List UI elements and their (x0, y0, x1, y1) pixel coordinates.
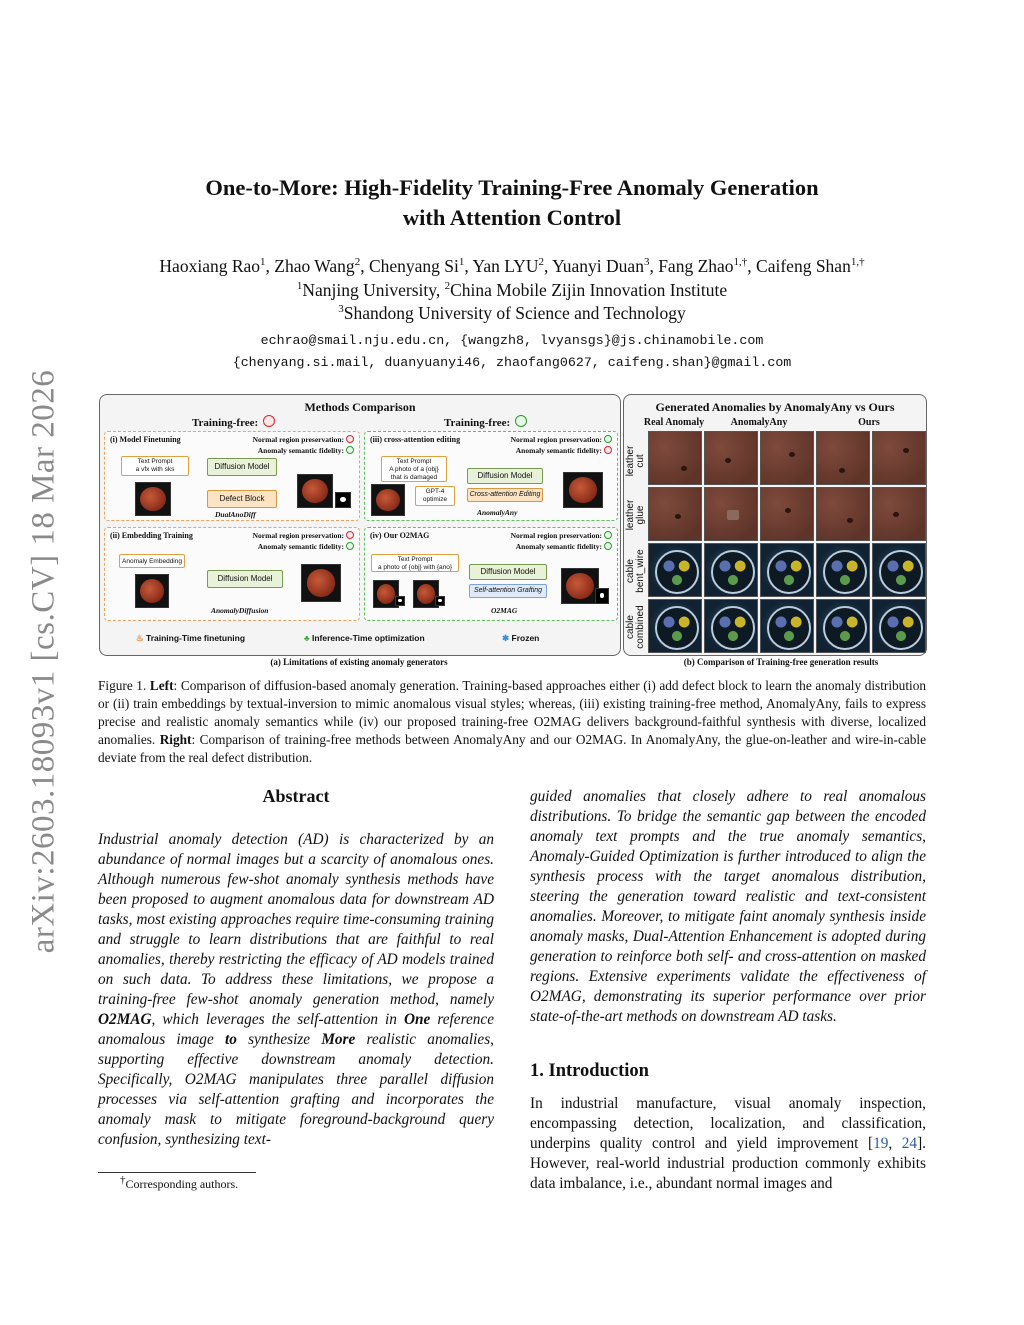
anomaly-fidelity-status (258, 446, 354, 455)
abstract-segment: realistic anomalies, supporting effective downstream anomaly detection. Specifically, O2MAG manipulates three parallel diffusion processes via self-attention grafting and incorporates the anomaly mask to mitigate foreground-background query confusion, synthesizing text- (98, 1031, 494, 1148)
sad-face-icon (604, 446, 612, 454)
diffusion-model-box: Diffusion Model (469, 564, 547, 580)
abstract-segment: , which leverages the self-attention in (151, 1011, 404, 1028)
method-name: AnomalyAny (477, 508, 518, 517)
footnote (120, 1174, 239, 1192)
author: Caifeng Shan (756, 256, 851, 276)
normal-preservation-label: Normal region preservation: (252, 435, 344, 444)
normal-preservation-label: Normal region preservation: (510, 531, 602, 540)
author: Yan LYU (472, 256, 539, 276)
output-apple-image (297, 474, 333, 508)
legend-frozen (502, 633, 539, 644)
anomaly-fidelity-label: Anomaly semantic fidelity: (515, 542, 602, 551)
happy-face-icon (604, 531, 612, 539)
output-apple-image (561, 568, 599, 604)
panel-our-o2mag (364, 527, 618, 621)
panel-embedding-training (104, 527, 360, 621)
training-free-bad-text: Training-free: (192, 417, 259, 429)
intro-segment: ]. However, real-world industrial production commonly exhibits data imbalance, i.e., abundant normal images and (530, 1135, 926, 1192)
target-mask-image (435, 596, 445, 606)
method-name: O2MAG (491, 606, 518, 615)
panel-title: (ii) Embedding Training (110, 531, 193, 540)
sad-face-icon (263, 415, 275, 427)
panel-title: (i) Model Finetuning (110, 435, 181, 444)
row-label-cable-combined (626, 603, 646, 651)
row-label-line: leather (625, 499, 636, 531)
text-prompt-box: Text Prompt A photo of a {obj} that is damaged (381, 456, 447, 482)
output-apple-image (563, 472, 603, 508)
row-label-line: cable (625, 615, 636, 639)
training-free-good-text: Training-free: (444, 417, 511, 429)
author-aff: 1 (458, 256, 465, 269)
author: Haoxiang Rao (159, 256, 261, 276)
tile-real-cable-combined (648, 599, 702, 653)
tile-real-leather-glue (648, 487, 702, 541)
figure-generated-anomalies (623, 394, 927, 656)
author-aff: 3 (643, 256, 650, 269)
happy-face-icon (604, 435, 612, 443)
affiliation-1: Nanjing University, (302, 279, 445, 300)
tile-anomalyany-cable-combined (760, 599, 814, 653)
self-attention-grafting-box: Self-attention Grafting (469, 584, 547, 598)
legend-label: Inference-Time optimization (311, 633, 425, 643)
row-label-line: combined (635, 605, 646, 649)
panel-model-finetuning (104, 431, 360, 521)
normal-preservation-status (511, 435, 612, 444)
tile-anomalyany-leather-glue (704, 487, 758, 541)
email-line-2: {chenyang.si.mail, duanyuanyi46, zhaofang0627, caifeng.shan}@gmail.com (232, 355, 792, 370)
authors-block (80, 255, 944, 326)
author: Chenyang Si (368, 256, 459, 276)
affiliation-3: Shandong University of Science and Technology (343, 303, 686, 323)
author-aff: 1 (260, 256, 266, 269)
row-label-line: leather (625, 445, 636, 477)
legend-label: Frozen (511, 633, 540, 643)
generated-anomalies-title: Generated Anomalies by AnomalyAny vs Ours (655, 400, 895, 414)
column-anomalyany: AnomalyAny (730, 417, 788, 428)
diffusion-model-box: Diffusion Model (207, 458, 277, 476)
training-free-good-label (444, 415, 527, 429)
intro-segment: , (888, 1135, 902, 1152)
affiliation-line-2: $^3$Shandong University of Science and Technology (338, 303, 686, 323)
author: Yuanyi Duan (552, 256, 644, 276)
author-aff: 1,† (850, 256, 865, 269)
caption-right-text: : Comparison of training-free methods between AnomalyAny and our O2MAG. In AnomalyAny, the glue-on-leather and wire-in-cable deviate from the real defect distribution. (98, 732, 926, 765)
snowflake-icon: ✱ (502, 633, 510, 643)
abstract-text-left (98, 830, 494, 1150)
email-line-1: echrao@smail.nju.edu.cn, {wangzh8, lvyansgs}@js.chinamobile.com (260, 333, 764, 348)
tile-anomalyany-leather-cut (760, 431, 814, 485)
figure-caption (98, 677, 926, 767)
cross-attention-editing-box: Cross-attention Editing (467, 488, 543, 502)
input-apple-image (135, 482, 171, 516)
emails-block (80, 330, 944, 374)
footnote-rule (98, 1172, 256, 1173)
abstract-bold: More (321, 1031, 356, 1048)
diffusion-model-box: Diffusion Model (207, 570, 283, 588)
happy-face-icon (515, 415, 527, 427)
author-aff: 2 (538, 256, 544, 269)
anomaly-fidelity-status (516, 542, 612, 551)
panel-title: (iv) Our O2MAG (370, 531, 430, 540)
training-free-bad-label (192, 415, 275, 429)
happy-face-icon (604, 542, 612, 550)
tile-ours-leather-cut (872, 431, 926, 485)
author-aff: 1,† (733, 256, 748, 269)
title-line-2: with Attention Control (402, 205, 622, 230)
tile-anomalyany-cable-bent-wire (760, 543, 814, 597)
text-prompt-box: Text Prompt a vfx with sks (121, 456, 189, 476)
panel-title: (iii) cross-attention editing (370, 435, 461, 444)
sad-face-icon (346, 531, 354, 539)
abstract-segment: synthesize (236, 1031, 322, 1048)
normal-preservation-status (253, 435, 354, 444)
output-mask-image (595, 588, 609, 604)
row-label-line: cut (635, 454, 646, 468)
happy-face-icon (346, 542, 354, 550)
tile-anomalyany-cable-bent-wire (704, 543, 758, 597)
method-name: AnomalyDiffusion (211, 606, 269, 615)
legend-label: Training-Time finetuning (146, 633, 246, 643)
caption-right-bold: Right (159, 732, 192, 747)
column-ours: Ours (858, 417, 880, 428)
diffusion-model-box: Diffusion Model (467, 468, 543, 484)
abstract-bold: to (224, 1031, 237, 1048)
happy-face-icon (346, 446, 354, 454)
sad-face-icon (346, 435, 354, 443)
tile-ours-cable-bent-wire (872, 543, 926, 597)
input-apple-image (135, 574, 169, 608)
footnote-mark: † (120, 1174, 126, 1186)
normal-preservation-label: Normal region preservation: (252, 531, 344, 540)
anomaly-fidelity-label: Anomaly semantic fidelity: (257, 542, 344, 551)
abstract-segment: reference anomalous image (98, 1011, 494, 1048)
tile-anomalyany-leather-glue (760, 487, 814, 541)
anomaly-fidelity-label: Anomaly semantic fidelity: (257, 446, 344, 455)
abstract-bold: One (403, 1011, 431, 1028)
author-aff: 2 (354, 256, 361, 269)
tile-ours-leather-glue (872, 487, 926, 541)
abstract-bold: O2MAG (98, 1011, 152, 1028)
introduction-text (530, 1094, 926, 1194)
tile-real-cable-bent-wire (648, 543, 702, 597)
anomaly-mask-image (335, 492, 351, 508)
citation-link[interactable]: 24 (901, 1135, 918, 1152)
author-list: Haoxiang Rao$^1$, Zhao Wang$^2$, Chenyang Si$^1$, Yan LYU$^2$, Yuanyi Duan$^3$, Fang Zhao$^{1,\dagger}$, Caifeng Shan$^{1,\dagger}$ (159, 256, 865, 276)
input-apple-image (371, 484, 405, 516)
legend-inference-time (304, 633, 425, 643)
tile-anomalyany-leather-cut (704, 431, 758, 485)
tile-anomalyany-cable-combined (704, 599, 758, 653)
row-label-leather-glue (626, 491, 646, 539)
figure-methods-comparison (99, 394, 621, 656)
abstract-segment: Industrial anomaly detection (AD) is characterized by an abundance of normal images but a scarcity of anomalous ones. Although numerous few-shot anomaly synthesis methods have been proposed to augment anomalous data for downstream AD tasks, most existing approaches require time-consuming training and struggle to learn distributions that are faithful to real anomalies, thereby restricting the efficacy of AD models trained on such data. To address these limitations, we propose a training-free few-shot anomaly generation method, namely (98, 831, 494, 1008)
anomaly-fidelity-status (258, 542, 354, 551)
method-name: DualAnoDiff (215, 510, 256, 519)
row-label-leather-cut (626, 437, 646, 485)
affiliation-2: China Mobile Zijin Innovation Institute (450, 279, 728, 300)
text-prompt-box: Text Prompt a photo of {obj} with {ano} (371, 554, 459, 572)
anomaly-mask-image (395, 596, 405, 606)
legend-training-time (136, 633, 245, 644)
intro-segment: In industrial manufacture, visual anomaly inspection, encompassing detection, localization, and classification, underpins quality control and yield improvement [ (530, 1095, 926, 1152)
tile-ours-leather-glue (816, 487, 870, 541)
tile-ours-cable-combined (872, 599, 926, 653)
author: Zhao Wang (274, 256, 355, 276)
output-apple-image (301, 564, 341, 602)
anomaly-embedding-box: Anomaly Embedding (119, 554, 185, 568)
fire-icon: ♨ (136, 633, 144, 643)
subcaption-b: (b) Comparison of Training-free generation results (683, 657, 879, 667)
caption-label: Figure 1. (98, 678, 147, 693)
citation-link[interactable]: 19 (873, 1135, 889, 1152)
caption-left-bold: Left (149, 678, 174, 693)
footnote-text: Corresponding authors. (125, 1177, 239, 1191)
row-label-cable-bent-wire (626, 547, 646, 595)
tile-real-leather-cut (648, 431, 702, 485)
row-label-line: glue (635, 505, 646, 525)
column-real-anomaly: Real Anomaly (643, 417, 705, 428)
anomaly-fidelity-label: Anomaly semantic fidelity: (515, 446, 602, 455)
tile-ours-cable-bent-wire (816, 543, 870, 597)
introduction-heading: 1. Introduction (530, 1061, 649, 1081)
normal-preservation-status (253, 531, 354, 540)
gpt-optimize-box: GPT-4 optimize (415, 486, 455, 506)
affiliation-line-1: $^1$Nanjing University, $^2$China Mobile Zijin Innovation Institute (296, 279, 728, 300)
tile-ours-leather-cut (816, 431, 870, 485)
normal-preservation-status (511, 531, 612, 540)
methods-comparison-title: Methods Comparison (304, 400, 416, 414)
row-label-line: bent_wire (635, 549, 646, 593)
abstract-heading: Abstract (262, 786, 330, 806)
arxiv-stamp (24, 366, 64, 956)
arxiv-stamp-text: arXiv:2603.18093v1 [cs.CV] 18 Mar 2026 (25, 369, 62, 953)
abstract-text-right: guided anomalies that closely adhere to real anomalous distributions. To bridge the semantic gap between the encoded anomaly text prompts and the true anomaly semantics, Anomaly-Guided Optimization is further introduced to align the synthesis process with the target anomalous distribution, steering the generation toward realistic and text-consistent anomalies. Moreover, to mitigate faint anomaly synthesis inside anomaly masks, Dual-Attention Enhancement is adopted during generation to reinforce both self- and cross-attention on masked regions. Extensive experiments validate the effectiveness of O2MAG, demonstrating its superior performance over prior state-of-the-art methods on downstream AD tasks. (530, 788, 926, 1025)
caption-left-text: : Comparison of diffusion-based anomaly generation. Training-based approaches either (i) add defect block to learn the anomaly distribution or (ii) train embeddings by textual-inversion to mimic anomalous visual styles; whereas, (iii) existing training-free method, AnomalyAny, fails to express precise and realistic anomaly semantics while (iv) our proposed training-free O2MAG delivers background-faithful synthesis with diverse, localized anomalies. (98, 678, 927, 747)
paper-title (100, 173, 924, 233)
row-label-line: cable (625, 559, 636, 583)
subcaption-a: (a) Limitations of existing anomaly generators (270, 657, 448, 667)
title-line-1: One-to-More: High-Fidelity Training-Free Anomaly Generation (205, 175, 819, 200)
green-flame-icon: ♣ (304, 633, 310, 643)
defect-block-box: Defect Block (207, 490, 277, 508)
anomaly-fidelity-status (516, 446, 612, 455)
tile-ours-cable-combined (816, 599, 870, 653)
panel-cross-attention-editing (364, 431, 618, 521)
normal-preservation-label: Normal region preservation: (510, 435, 602, 444)
author: Fang Zhao (658, 256, 734, 276)
